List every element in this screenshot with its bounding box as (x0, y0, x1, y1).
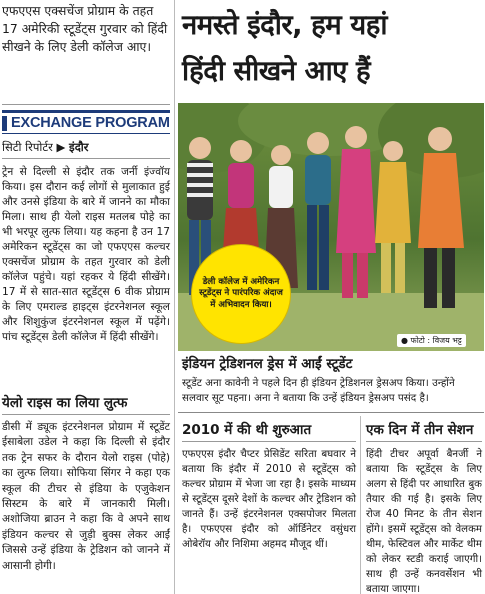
triangle-icon: ▶ (56, 140, 66, 154)
divider (2, 158, 170, 159)
photo-caption: डेली कॉलेज में अमेरिकन स्टूडेंट्स ने पारंपरिक अंदाज में अभिवादन किया। (199, 276, 283, 310)
section-marker (2, 116, 7, 131)
photo-credit (397, 334, 466, 347)
divider (2, 104, 170, 105)
byline-city: इंदौर (69, 140, 89, 154)
headline-line-2: हिंदी सीखने आए हैं (182, 55, 371, 87)
photo-credit-text: फोटो : विजय भट्ट (410, 336, 462, 345)
byline-reporter: सिटी रिपोर्टर (2, 140, 53, 154)
photo-caption-bubble (191, 244, 291, 344)
divider (178, 412, 484, 413)
section-header (2, 110, 170, 134)
divider (2, 414, 170, 415)
dress-section (178, 352, 484, 410)
dress-heading: इंडियन ट्रेडिशनल ड्रेस में आईं स्टूडेंट (182, 356, 353, 372)
camera-icon: ● (401, 336, 408, 345)
column-divider (360, 416, 361, 594)
subheading-rice: येलो राइस का लिया लुत्फ (2, 395, 128, 411)
headline (182, 2, 482, 94)
dress-body: स्टूडेंट अना कावेनी ने पहले दिन ही इंडियन ट्रेडिशनल ड्रेसअप किया। उन्होंने सलवार सूट पहना। अना ने बताया कि उन्हें इंडियन ड्रेसअप पसंद है। (182, 377, 455, 404)
heading-sessions: एक दिन में तीन सेशन (366, 422, 474, 438)
left-column (0, 0, 172, 594)
divider (366, 441, 482, 442)
article-body: ट्रेन से दिल्ली से इंदौर तक जर्नी इंज्वॉय किया। इस दौरान कई लोगों से मुलाकात हुई और उनसे इंडिया के बारे में जानने का मौका मिला। साथ ही येलो राइस मतलब पोहे का भी भरपूर लुत्फ लिया। यह कहना है उन 17 अमेरिकन स्टूडेंट्स का जो एफएएस कल्चर एक्सचेंज प्रोग्राम के तहत गुरवार को डेली कॉलेज पहुंचे। यहां रहकर ये हिंदी सीखेंगे। 17 में से सात-सात स्टूडेंट्स 6 वीक प्रोग्राम के लिए एमराल्ड हाइट्स इंटरनेशनल स्कूल और शिशुकुंज इंटरनेशनल स्कूल में पढ़ेंगे। पांच स्टूडेंट्स डेली कॉलेज में हिंदी सीखेंगे। (2, 166, 170, 343)
divider (182, 441, 356, 442)
section-label: EXCHANGE PROGRAM (11, 115, 170, 131)
article-body-rice: डीसी में ड्यूक इंटरनेशनल प्रोग्राम में स्टूडेंट ईसाबेला उडेल ने कहा कि दिल्ली से इंदौर तक ट्रेन सफर के दौरान येलो राइस (पोहे) का लुत्फ लिया। सोफिया सिंगर ने कहा एक स्कूल की टीचर से इंडिया के एजुकेशन सिस्टम के बारे में जानकारी मिली। अशोजिया ब्राउन ने कहा कि वे अपने साथ इंडियन कल्चर से जुड़ी बुक्स लेकर आईं जिससे उन्हें इंडिया के ट्रेडिशन को जानने में आसानी होगी। (2, 421, 170, 572)
headline-line-1: नमस्ते इंदौर, हम यहां (182, 9, 387, 41)
heading-2010: 2010 में की थी शुरुआत (182, 422, 312, 438)
body-sessions: हिंदी टीचर अपूर्वा बैनर्जी ने बताया कि स्टूडेंट्स के लिए अलग से हिंदी पर आधारित बुक तैयार की गई है। इसके लिए रोज 40 मिनट के तीन सेशन होंगे। इसमें स्टूडेंट्स को वेलकम थीम, फेस्टिवल और मार्केट थीम को लेकर स्टडी कराई जाएगी। साथ ही उन्हें कनवर्सेशन भी बताया जाएगा। (366, 449, 482, 594)
column-divider (174, 0, 175, 594)
intro-blurb: एफएएस एक्सचेंज प्रोग्राम के तहत 17 अमेरिकी स्टूडेंट्स गुरवार को हिंदी सीखने के लिए डेली कॉलेज आए। (2, 3, 168, 54)
body-2010: एफएएस इंदौर चैप्टर प्रेसिडेंट सरिता बघवार ने बताया कि इंदौर में 2010 से स्टूडेंट्स को कल्चर प्रोग्राम में भेजा जा रहा है। इसके माध्यम से स्टूडेंट्स दूसरे देशों के कल्चर और ट्रेडिशन को जानते हैं। उन्हें इंटरनेशनल एक्सपोजर मिलता है। एफएएस इंदौर को ऑर्डिनेटर वसुंधरा ओबेरॉय और निशिमा अहमद मौजूद थीं। (182, 449, 356, 550)
byline (2, 140, 88, 155)
